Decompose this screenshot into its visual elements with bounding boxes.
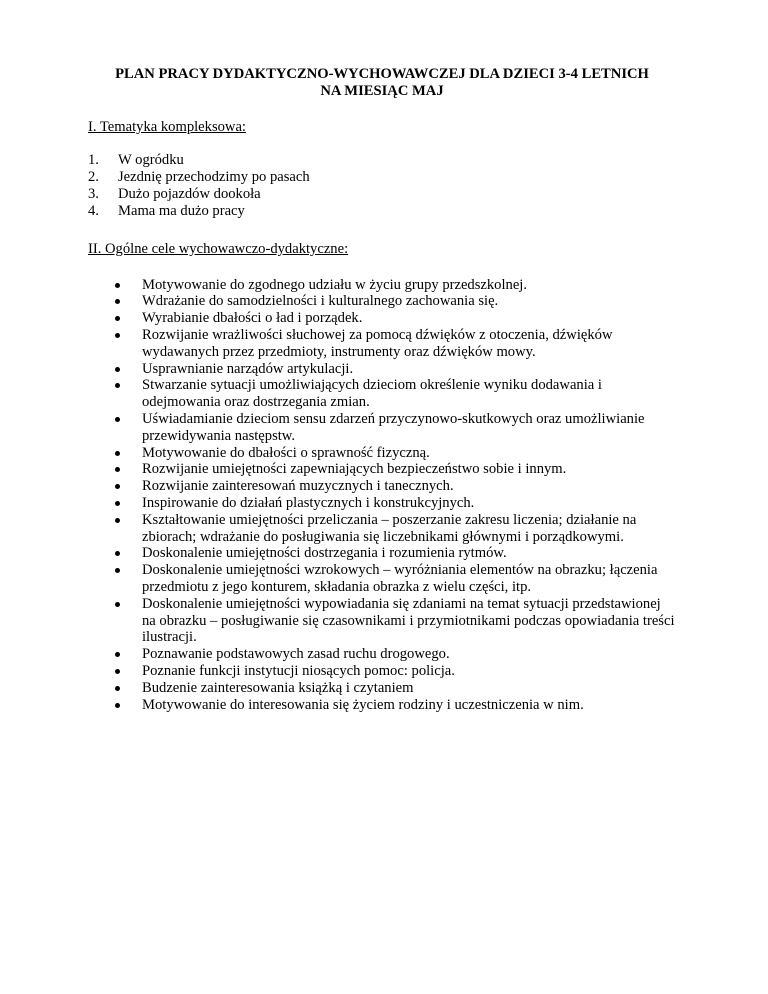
list-item xyxy=(88,478,688,495)
list-item-text: Rozwijanie zainteresowań muzycznych i tanecznych. xyxy=(142,478,454,495)
list-item-text: Motywowanie do zgodnego udziału w życiu grupy przedszkolnej. xyxy=(142,276,528,293)
list-item-text: Doskonalenie umiejętności wzrokowych – wyróżniania elementów na obrazku; łączenia przedmiotu z jego konturem, składania obrazka z wielu części, itp. xyxy=(142,562,658,595)
bullet-icon xyxy=(115,417,120,422)
list-item xyxy=(88,445,688,462)
title-line-1: PLAN PRACY DYDAKTYCZNO-WYCHOWAWCZEJ DLA DZIECI 3-4 LETNICH xyxy=(115,66,649,82)
list-item xyxy=(88,377,688,411)
list-item xyxy=(88,327,688,361)
document-body xyxy=(88,66,688,713)
goals-list xyxy=(88,277,688,714)
section-2-heading: II. Ogólne cele wychowawczo-dydaktyczne: xyxy=(88,240,349,257)
bullet-icon xyxy=(115,518,120,523)
list-item-text: Jezdnię przechodzimy po pasach xyxy=(118,168,310,185)
bullet-icon xyxy=(115,484,120,489)
bullet-icon xyxy=(115,551,120,556)
bullet-icon xyxy=(115,333,120,338)
list-item-text: Wdrażanie do samodzielności i kulturalnego zachowania się. xyxy=(142,293,499,310)
document-title xyxy=(76,66,688,100)
list-item xyxy=(88,663,688,680)
bullet-icon xyxy=(115,501,120,506)
bullet-icon xyxy=(115,703,120,708)
list-number: 3. xyxy=(88,185,99,202)
list-item-text: Stwarzanie sytuacji umożliwiających dzieciom określenie wyniku dodawania i odejmowania oraz dostrzegania zmian. xyxy=(142,377,602,411)
list-item xyxy=(88,411,688,445)
list-number: 4. xyxy=(88,202,99,219)
list-item-text: Motywowanie do interesowania się życiem rodziny i uczestniczenia w nim. xyxy=(142,696,584,713)
list-item-text: Rozwijanie umiejętności zapewniających bezpieczeństwo sobie i innym. xyxy=(142,461,567,478)
bullet-icon xyxy=(115,669,120,674)
list-item-text: Usprawnianie narządów artykulacji. xyxy=(142,360,354,377)
list-item xyxy=(88,310,688,327)
list-item xyxy=(88,361,688,378)
list-item xyxy=(88,512,688,546)
list-item xyxy=(88,562,688,596)
list-item xyxy=(88,152,688,169)
list-item-text: Wyrabianie dbałości o ład i porządek. xyxy=(142,310,363,327)
list-item xyxy=(88,203,688,220)
list-item-text: Uświadamianie dzieciom sensu zdarzeń przyczynowo-skutkowych oraz umożliwianie przewidywania następstw. xyxy=(142,410,645,444)
bullet-icon xyxy=(115,316,120,321)
list-item xyxy=(88,293,688,310)
list-item xyxy=(88,697,688,714)
list-item-text: Poznawanie podstawowych zasad ruchu drogowego. xyxy=(142,646,450,663)
list-item-text: Doskonalenie umiejętności wypowiadania się zdaniami na temat sytuacji przedstawionej na obrazku – posługiwanie się czasownikami i przymiotnikami podczas opowiadania treści ilustracji. xyxy=(142,595,675,646)
list-item-text: Budzenie zainteresowania książką i czytaniem xyxy=(142,679,414,696)
list-number: 1. xyxy=(88,151,99,168)
list-item xyxy=(88,680,688,697)
bullet-icon xyxy=(115,299,120,304)
list-item-text: Poznanie funkcji instytucji niosących pomoc: policja. xyxy=(142,662,455,679)
list-number: 2. xyxy=(88,168,99,185)
list-item-text: Rozwijanie wrażliwości słuchowej za pomocą dźwięków z otoczenia, dźwięków wydawanych przez przedmioty, instrumenty oraz dźwięków mowy. xyxy=(142,326,613,360)
list-item-text: W ogródku xyxy=(118,151,184,168)
list-item-text: Inspirowanie do działań plastycznych i konstrukcyjnych. xyxy=(142,494,475,511)
list-item-text: Dużo pojazdów dookoła xyxy=(118,185,261,202)
bullet-icon xyxy=(115,686,120,691)
bullet-icon xyxy=(115,451,120,456)
list-item-text: Kształtowanie umiejętności przeliczania – poszerzanie zakresu liczenia; działanie na zbiorach; wdrażanie do posługiwania się liczebnikami głównymi i porządkowymi. xyxy=(142,511,637,545)
bullet-icon xyxy=(115,652,120,657)
title-line-2: NA MIESIĄC MAJ xyxy=(320,83,444,99)
bullet-icon xyxy=(115,283,120,288)
list-item xyxy=(88,495,688,512)
bullet-icon xyxy=(115,467,120,472)
list-item xyxy=(88,277,688,294)
list-item-text: Mama ma dużo pracy xyxy=(118,202,245,219)
list-item xyxy=(88,186,688,203)
list-item xyxy=(88,169,688,186)
bullet-icon xyxy=(115,367,120,372)
list-item-text: Motywowanie do dbałości o sprawność fizyczną. xyxy=(142,444,430,461)
bullet-icon xyxy=(115,568,120,573)
topics-list xyxy=(88,152,688,220)
bullet-icon xyxy=(115,383,120,388)
list-item-text: Doskonalenie umiejętności dostrzegania i rozumienia rytmów. xyxy=(142,545,507,562)
list-item xyxy=(88,646,688,663)
section-1-heading: I. Tematyka kompleksowa: xyxy=(88,119,246,135)
list-item xyxy=(88,596,688,646)
bullet-icon xyxy=(115,602,120,607)
list-item xyxy=(88,545,688,562)
list-item xyxy=(88,461,688,478)
